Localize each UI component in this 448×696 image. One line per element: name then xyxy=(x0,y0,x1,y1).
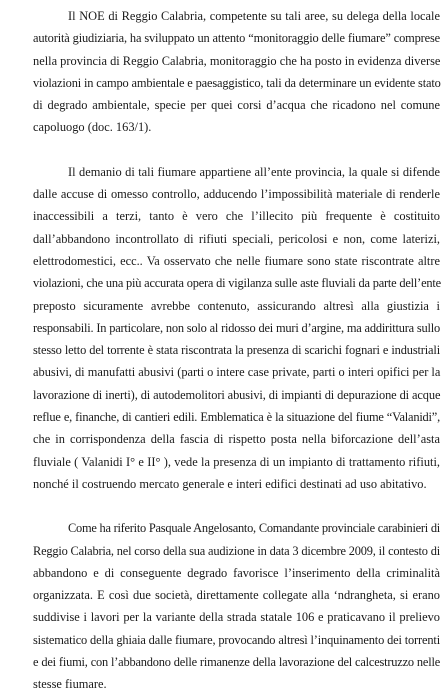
text-line: Il demanio di tali fiumare appartiene all’ente provincia, la quale si difende xyxy=(68,164,440,179)
text-line: Reggio Calabria, nel corso della sua audizione in data 3 dicembre 2009, il contesto di xyxy=(33,543,440,558)
text-line: nella provincia di Reggio Calabria, monitoraggio che ha posto in evidenza diverse xyxy=(33,53,441,68)
text-line: abbandono e di conseguente degrado favorisce l’inserimento della criminalità xyxy=(33,565,440,580)
text-line: che in corrispondenza della fascia di rispetto posta nella biforcazione dell’asta xyxy=(33,432,440,447)
text-line: fluviale ( Valanidi I° e II° ), vede la presenza di un impianto di trattamento rifiuti, xyxy=(33,454,440,469)
text-line: capoluogo (doc. 163/1). xyxy=(33,120,152,135)
text-line: di degrado ambientale, specie per quei corsi d’acqua che ricadono nel comune xyxy=(33,98,440,113)
paragraph-noe-monitoring xyxy=(33,5,440,139)
text-line: violazioni in campo ambientale e paesaggistico, tali da determinare un evidente stato xyxy=(33,75,441,90)
text-line: lavorazione di inerti), di autodemolitori abusivi, di impianti di depurazione di acque xyxy=(33,387,441,402)
text-line: inaccessibili a terzi, tanto è vero che l’illecito più frequente è costituito xyxy=(33,209,440,224)
text-line: responsabili. In particolare, non solo al ridosso dei muri d’argine, ma addirittura sullo xyxy=(33,320,440,335)
text-line: reflue e, finanche, di cantieri edili. Emblematica è la situazione del fiume “Valanidi”, xyxy=(33,410,440,425)
body-text xyxy=(33,5,440,696)
text-line: stesso letto del torrente è stata riscontrata la presenza di scarichi fognari e industriali xyxy=(33,343,440,358)
text-line: autorità giudiziaria, ha sviluppato un attento “monitoraggio delle fiumare” comprese xyxy=(33,31,440,46)
text-line: violazioni, che una più accurata opera di vigilanza sulle aste fluviali da parte dell’ente xyxy=(33,276,441,291)
text-line: dalle accuse di omesso controllo, adducendo l’impossibilità materiale di renderle xyxy=(33,187,440,202)
text-line: dall’abbandono incontrollato di rifiuti speciali, pericolosi e non, come laterizi, xyxy=(33,231,440,246)
text-line: nonché il costruendo mercato generale e interi edifici destinati ad uso abitativo. xyxy=(33,476,427,491)
text-line: Come ha riferito Pasquale Angelosanto, Comandante provinciale carabinieri di xyxy=(68,521,440,536)
text-line: preposto sicuramente avrebbe contenuto, assicurando altresì alla giustizia i xyxy=(33,298,440,313)
text-line: e dei fiumi, con l’abbandono delle rimanenze della lavorazione del calcestruzzo nelle xyxy=(33,655,440,670)
text-line: elettrodomestici, ecc.. Va osservato che nelle fiumare sono state riscontrate altre xyxy=(33,253,440,268)
text-line: sistematico della ghiaia dalle fiumare, provocando altresì l’inquinamento dei torrenti xyxy=(33,632,440,647)
text-line: abusivi, di manufatti abusivi (parti o intere case private, parti o interi opifici per la xyxy=(33,365,441,380)
paragraph-demanio xyxy=(33,161,440,495)
text-line: organizzata. E così due società, direttamente collegate alla ‘ndrangheta, si erano xyxy=(33,588,440,603)
text-line: suddivise i lavori per la variante della strada statale 106 e praticavano il prelievo xyxy=(33,610,440,625)
text-line: stesse fiumare. xyxy=(33,677,107,692)
paragraph-angelosanto xyxy=(33,517,440,695)
text-line: Il NOE di Reggio Calabria, competente su tali aree, su delega della locale xyxy=(68,9,440,23)
